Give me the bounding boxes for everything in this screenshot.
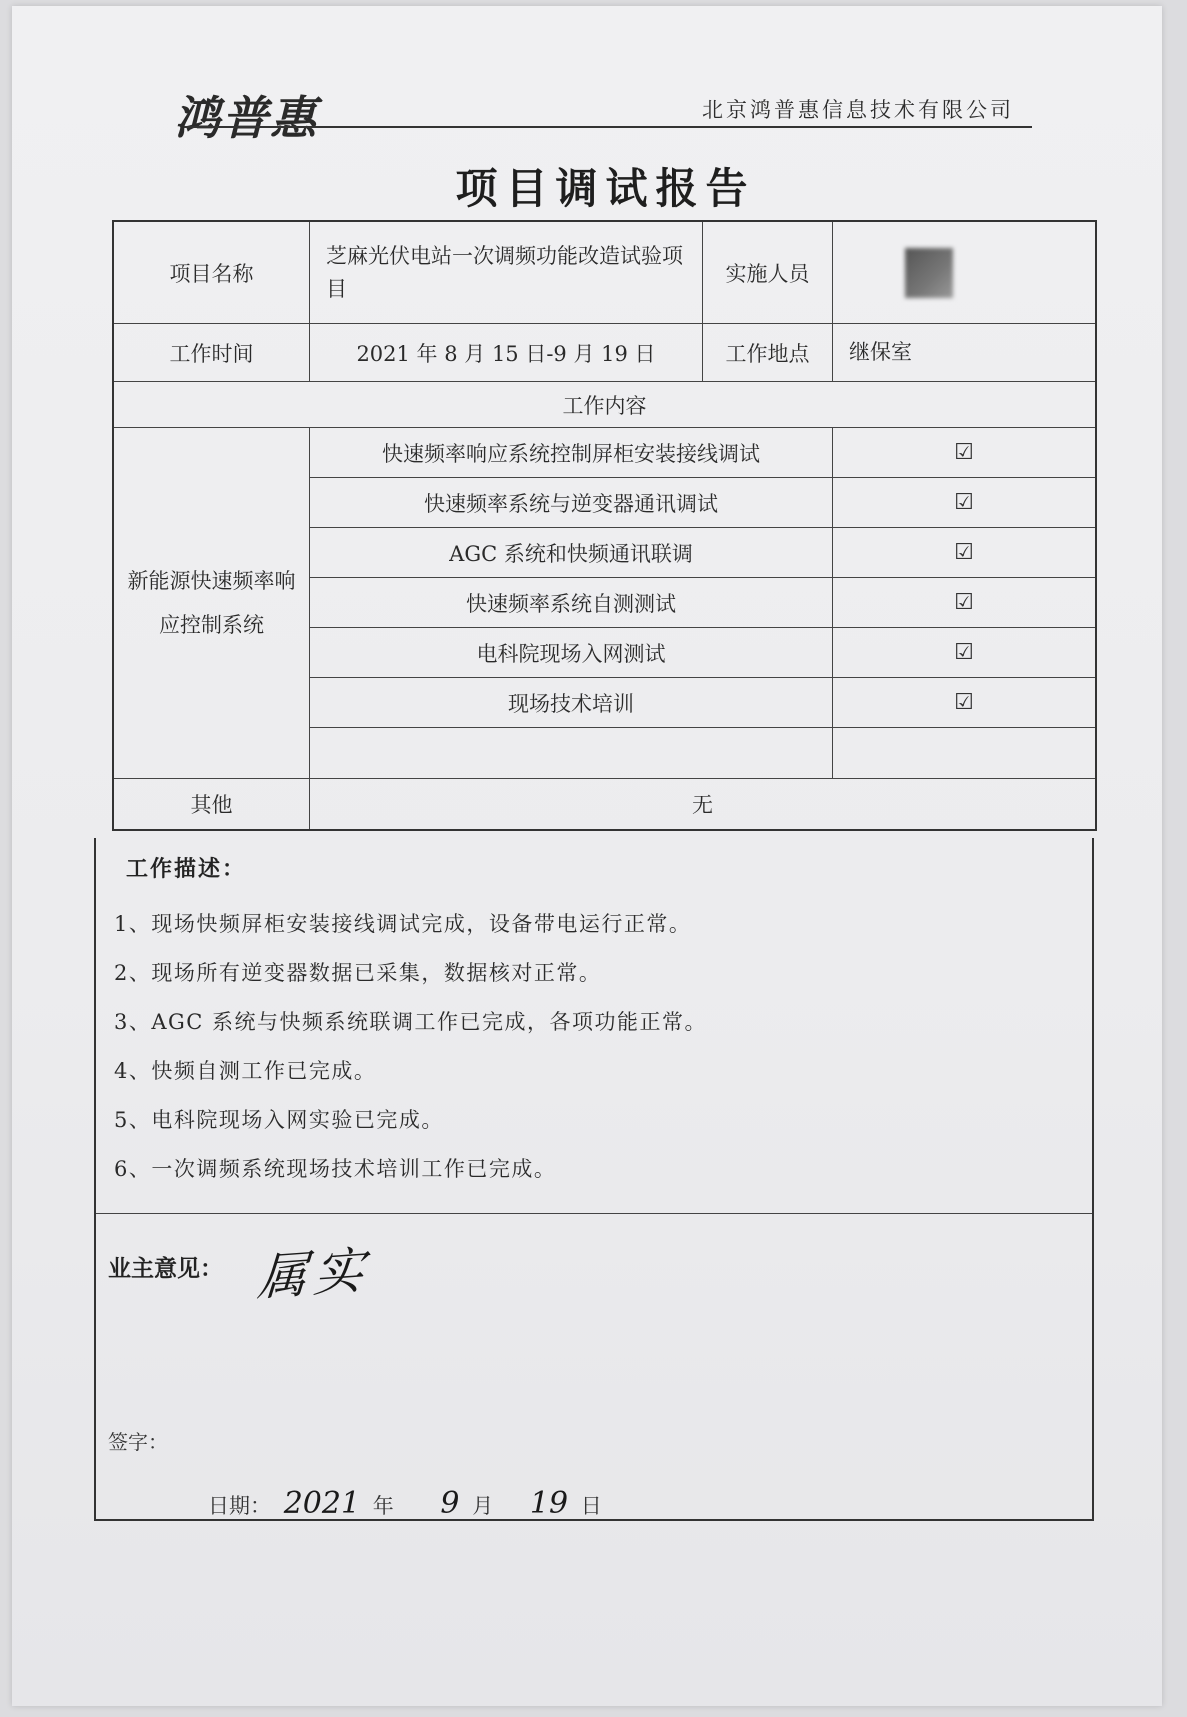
owner-opinion-label: 业主意见： <box>108 1256 223 1282</box>
checkbox-icon: ☑ <box>954 540 974 565</box>
location-label: 工作地点 <box>703 324 833 381</box>
description-box <box>94 838 1094 1521</box>
implementer-value <box>833 222 1095 323</box>
item-text: 电科院现场入网测试 <box>310 628 833 677</box>
section-divider <box>96 1213 1092 1214</box>
time-row <box>114 324 1095 382</box>
date-day-unit: 日 <box>580 1494 602 1518</box>
report-title: 项目调试报告 <box>455 164 756 213</box>
date-year-unit: 年 <box>372 1494 394 1518</box>
system-items <box>310 428 1095 778</box>
description-line: 1、现场快频屏柜安装接线调试完成，设备带电运行正常。 <box>114 912 692 936</box>
item-text: 快速频率系统自测测试 <box>310 578 833 627</box>
checkbox-icon: ☑ <box>954 590 974 615</box>
redacted-name <box>905 248 953 298</box>
system-label-text: 新能源快速频率响应控制系统 <box>127 568 296 637</box>
system-label <box>114 428 310 778</box>
company-logo: 鸿普惠 <box>174 91 318 145</box>
location-value: 继保室 <box>849 340 912 365</box>
description-line: 6、一次调频系统现场技术培训工作已完成。 <box>114 1157 557 1181</box>
list-item <box>310 628 1095 678</box>
date-month: 9 <box>440 1486 460 1521</box>
report-paper <box>12 6 1162 1706</box>
work-content-header: 工作内容 <box>562 393 647 418</box>
header-rule <box>184 126 1032 128</box>
other-row <box>114 779 1095 829</box>
description-list <box>114 900 707 1194</box>
implementer-label: 实施人员 <box>703 222 833 323</box>
description-line: 5、电科院现场入网实验已完成。 <box>114 1108 444 1132</box>
owner-opinion-handwritten: 属实 <box>255 1240 372 1308</box>
other-value: 无 <box>692 793 713 817</box>
item-text: 现场技术培训 <box>310 678 833 727</box>
description-line: 2、现场所有逆变器数据已采集，数据核对正常。 <box>114 961 602 985</box>
description-line: 3、AGC 系统与快频系统联调工作已完成，各项功能正常。 <box>114 1010 708 1034</box>
description-line: 4、快频自测工作已完成。 <box>114 1059 377 1083</box>
list-item <box>310 578 1095 628</box>
work-time-value: 2021 年 8 月 15 日-9 月 19 日 <box>310 324 703 381</box>
list-item <box>310 428 1095 478</box>
project-name-label: 项目名称 <box>114 222 310 323</box>
report-table <box>112 220 1097 831</box>
company-name: 北京鸿普惠信息技术有限公司 <box>702 98 1014 122</box>
date-label: 日期： <box>208 1494 271 1518</box>
checkbox-icon: ☑ <box>954 490 974 515</box>
content-header-row <box>114 382 1095 428</box>
list-item <box>310 728 1095 778</box>
date-month-unit: 月 <box>472 1494 494 1518</box>
project-row <box>114 222 1095 324</box>
checkbox-icon: ☑ <box>954 690 974 715</box>
work-time-label: 工作时间 <box>114 324 310 381</box>
project-name-value: 芝麻光伏电站一次调频功能改造试验项目 <box>310 222 703 323</box>
signature-label: 签字： <box>108 1430 168 1454</box>
item-text <box>310 728 833 778</box>
checkbox-icon: ☑ <box>954 640 974 665</box>
other-label: 其他 <box>114 779 310 829</box>
list-item <box>310 678 1095 728</box>
date-year: 2021 <box>283 1486 361 1521</box>
item-text: AGC 系统和快频通讯联调 <box>310 528 833 577</box>
system-items-area <box>114 428 1095 779</box>
checkbox-icon <box>833 728 1095 778</box>
date-day: 19 <box>529 1486 569 1521</box>
list-item <box>310 478 1095 528</box>
description-title: 工作描述： <box>126 856 247 882</box>
date-line <box>208 1486 602 1521</box>
checkbox-icon: ☑ <box>954 440 974 465</box>
list-item <box>310 528 1095 578</box>
item-text: 快速频率系统与逆变器通讯调试 <box>310 478 833 527</box>
item-text: 快速频率响应系统控制屏柜安装接线调试 <box>310 428 833 477</box>
